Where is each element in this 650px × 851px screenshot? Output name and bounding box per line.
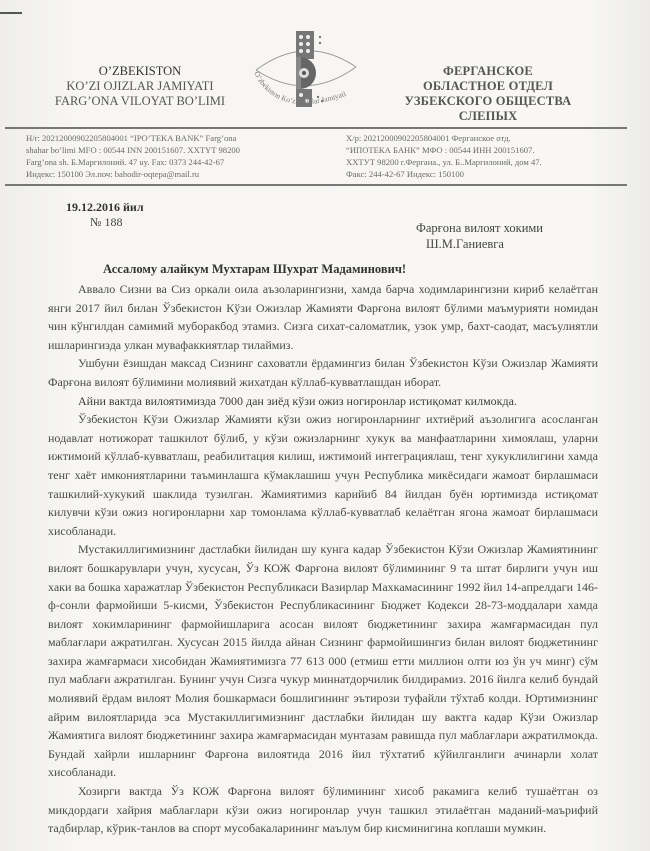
letterhead-russian-line4: СЛЕПЫХ [458,109,518,123]
body-paragraph: Аввало Сизни ва Сиз оркали оила аъзоларингизни, хамда барча ходимларингизни кириб келаётган янги 2017 йил билан Ўзбекистон Кўзи Ожизлар Жамияти Фарғона вилоят бўлими маъмурияти номидан чин кўнгилдан самимий муборакбод этамиз. Сизга сихат-саломатлик, узок умр, бахт-саодат, масъулиятли ишларингизда улкан мувафаккиятлар тилаймиз. [48,282,598,352]
letter-date: 19.12.2016 йил [66,200,144,214]
society-logo-icon [248,25,368,123]
bank-line: Факс: 244-42-67 Индекс: 150100 [346,169,464,179]
bank-line: H/r: 20212000902205804001 “IPO’TEKA BANK” Farg’ona [26,133,237,143]
letterhead-uzbek-line3: FARG’ONA VILOYAT BO’LIMI [54,94,226,108]
logo-text: O’zbekiston Ko’zi Ojizlar Jamiyati [252,69,348,107]
bank-line: shahar bo’limi MFO : 00544 INN 200151607. XXTYT 98200 [26,145,240,155]
letterhead-russian-line2: ОБЛАСТНОЕ ОТДЕЛ [422,79,554,93]
letterhead-uzbek-line2: KO’ZI OJIZLAR JAMIYATI [66,79,214,93]
scan-corner-mark [0,12,22,14]
body-paragraph: Айни вактда вилоятимизда 7000 дан зиёд кўзи ожиз ногиронлар истиқомат килмокда. [78,393,517,408]
addressee-title: Фарғона вилоят хокими [416,221,543,235]
letterhead-russian-line1: ФЕРГАНСКОЕ [443,64,533,78]
bank-line: ХХТУТ 98200 г.Фергана., ул. Б..Маргилоний, дом 47. [346,157,542,167]
letterhead-top-rule [5,127,627,129]
body-paragraph: Хозирги вактда Ўз КОЖ Фарғона вилоят бўлимининг хисоб ракамига келиб тушаётган оз микдордаги хайрия маблағлари кўзи ожиз ногиронлар учун ташкил этилаётган маданий-маърифий тадбирлар, кўрик-танлов ва спорт мусобакаларининг маълум бир кисминигина коплаши мумкин. [48,784,598,836]
letterhead-bottom-rule [5,184,627,186]
letterhead-russian-line3: УЗБЕКСКОГО ОБЩЕСТВА [404,94,572,108]
bank-details-uzbek [26,132,306,180]
bank-details-russian [346,132,626,180]
greeting: Ассалому алайкум Мухтарам Шухрат Мадаминович! [103,262,407,276]
body-paragraph: Ушбуни ёзишдан максад Сизнинг саховатли ёрдамингиз билан Ўзбекистон Кўзи Ожизлар Жамияти Фарғона вилоят бўлимини молиявий жихатдан кўллаб-кувватлашдан иборат. [48,356,598,389]
addressee-name: Ш.М.Ганиевга [426,237,504,251]
bank-line: Индекс: 150100 Эл.поч: bahodir-oqtepa@mail.ru [26,169,200,179]
letterhead-russian [388,64,588,124]
bank-line: Х/р: 20212000902205804001 Ферганское отд. [346,133,511,143]
bank-line: “ИПОТЕКА БАНК” МФО : 00544 ИНН 200151607. [346,145,535,155]
letterhead-uzbek [40,64,240,109]
letter-number: № 188 [90,215,123,229]
addressee [416,220,543,252]
letterhead-uzbek-line1: O’ZBEKISTON [98,64,182,78]
letter-body [48,280,598,838]
body-paragraph: Мустакиллигимизнинг дастлабки йилидан шу кунга кадар Ўзбекистон Кўзи Ожизлар Жамиятининг вилоят бошкарувлари учун, хусусан, Ўз КОЖ Фарғона вилоят бўлимининг 9 та штат бирлиги учун иш хаки ва бошка харажатлар Ўзбекистон Республикаси Вазирлар Махкамасининг 1992 йил 14-апрелдаги 146-ф-сонли фармойиши 5-кисми, Ўзбекистон Республикасининг Бюджет Кодекси 28-73-моддалари хамда вилоят хокимларининг фармойишларига асосан вилоят бюджетининг захира жамғармасидан пул маблағлари ажратилган. Хусусан 2015 йилда айнан Сизнинг фармойишингиз билан вилоят бюджетининг захира жамғармаси хисобидан Жамиятимизга 77 613 000 (етмиш етти миллион олти юз ўн уч минг) сўм пул маблағи ажратилган. Бунинг учун Сизга чукур миннатдорчилик билдирамиз. 2016 йилга келиб бундай молиявий ёрдам вилоят Молия бошкармаси бошлигининг эътирози туфайли тўхтаб колди. Юртимизнинг айрим вилоятларида эса Мустакиллигимизнинг дастлабки йилидан шу вактга кадар Кўзи Ожизлар Жамиятига вилоят бюджетининг захира жамғармасидан мунтазам равишда пул маблағлари ажратилмокда. Бундай хайрли ишларнинг Фарғона вилоятида 2016 йил тўхтатиб кўйилганлиги ачинарли холат хисобланади. [48,542,598,780]
body-paragraph: Ўзбекистон Кўзи Ожизлар Жамияти кўзи ожиз ногиронларнинг ихтиёрий аъзолигига асосланган нодавлат нотижорат ташкилот бўлиб, у кўзи ожизларнинг хукук ва манфаатларини химоялаш, уларни ижтимоий кўллаб-кувватлаш, реабилитация килиш, ижтимоий интеграциялаш, тенг хукуклилигини хамда тенг хаёт имкониятларини таъминлашга кўмаклашиш учун Республика микёсидаги жамоат бирлашмаси ташкилий-хукукий шаклида тузилган. Жамиятимиз карийиб 84 йилдан буён юртимизда истиқомат килувчи кўзи ожиз ногиронларни хар томонлама кўллаб-кувватлаб келаётган ягона жамоат бирлашмаси хисобланади. [48,412,598,538]
bank-line: Farg’ona sh. Б.Маргилоний. 47 uy. Fax: 0373 244-42-67 [26,157,225,167]
